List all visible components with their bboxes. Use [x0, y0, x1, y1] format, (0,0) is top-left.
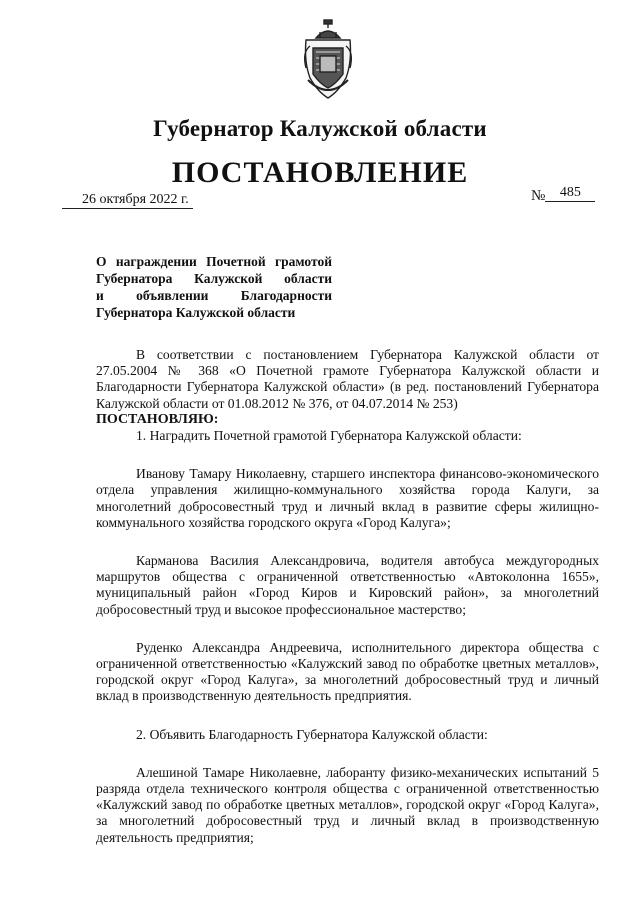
subject-line: Губернатора Калужской области [96, 271, 332, 286]
award-paragraph: Руденко Александра Андреевича, исполнительного директора общества с ограниченной ответственностью «Калужский завод по обработке цветных металлов», городской округ «Город Калуга», за многолетний добросовестный труд и личный вклад в производственную деятельность предприятия. [96, 639, 599, 704]
subject-line: и объявлении Благодарности [96, 288, 332, 303]
subject-line: О награждении Почетной грамотой [96, 254, 332, 269]
document-date: 26 октября 2022 г. [62, 192, 193, 209]
document-number [531, 185, 595, 205]
section-2-title: 2. Объявить Благодарность Губернатора Калужской области: [136, 726, 488, 742]
document-body [96, 347, 599, 846]
number-value: 485 [545, 185, 595, 202]
subject-line: Губернатора Калужской области [96, 305, 296, 320]
kaluga-coat-of-arms-icon [300, 18, 356, 102]
issuing-authority: Губернатор Калужской области [153, 116, 487, 141]
preamble-paragraph: В соответствии с постановлением Губернатора Калужской области от 27.05.2004 № 368 «О Почетной грамоте Губернатора Калужской области и Благодарности Губернатора Калужской области» (в ред. постановлений Губернатора Калужской области от 01.08.2012 № 376, от 04.07.2014 № 253) [96, 347, 599, 411]
gratitude-paragraph: Алешиной Тамаре Николаевне, лаборанту физико-механических испытаний 5 разряда отдела технического контроля общества с ограниченной ответственностью «Калужский завод по обработке цветных металлов», городской округ «Город Калуга», за многолетний добросовестный труд и личный вклад в производственную деятельность предприятия; [96, 764, 599, 845]
section-1-title: 1. Наградить Почетной грамотой Губернатора Калужской области: [136, 428, 522, 444]
document-subject [96, 253, 332, 321]
number-label: № [531, 188, 546, 204]
decree-heading: ПОСТАНОВЛЯЮ: [96, 411, 219, 427]
award-paragraph: Иванову Тамару Николаевну, старшего инспектора финансово-экономического отдела управления жилищно-коммунального хозяйства города Калуги, за многолетний добросовестный труд и личный вклад в развитие сферы жилищно-коммунального хозяйства городского округа «Город Калуга»; [96, 466, 599, 530]
award-paragraph: Карманова Василия Александровича, водителя автобуса междугородных маршрутов общества с ограниченной ответственностью «Автоколонна 1655», муниципальный район «Город Киров и Кировский район», за многолетний добросовестный труд и высокое профессиональное мастерство; [96, 553, 599, 617]
document-type-title: ПОСТАНОВЛЕНИЕ [171, 156, 469, 189]
